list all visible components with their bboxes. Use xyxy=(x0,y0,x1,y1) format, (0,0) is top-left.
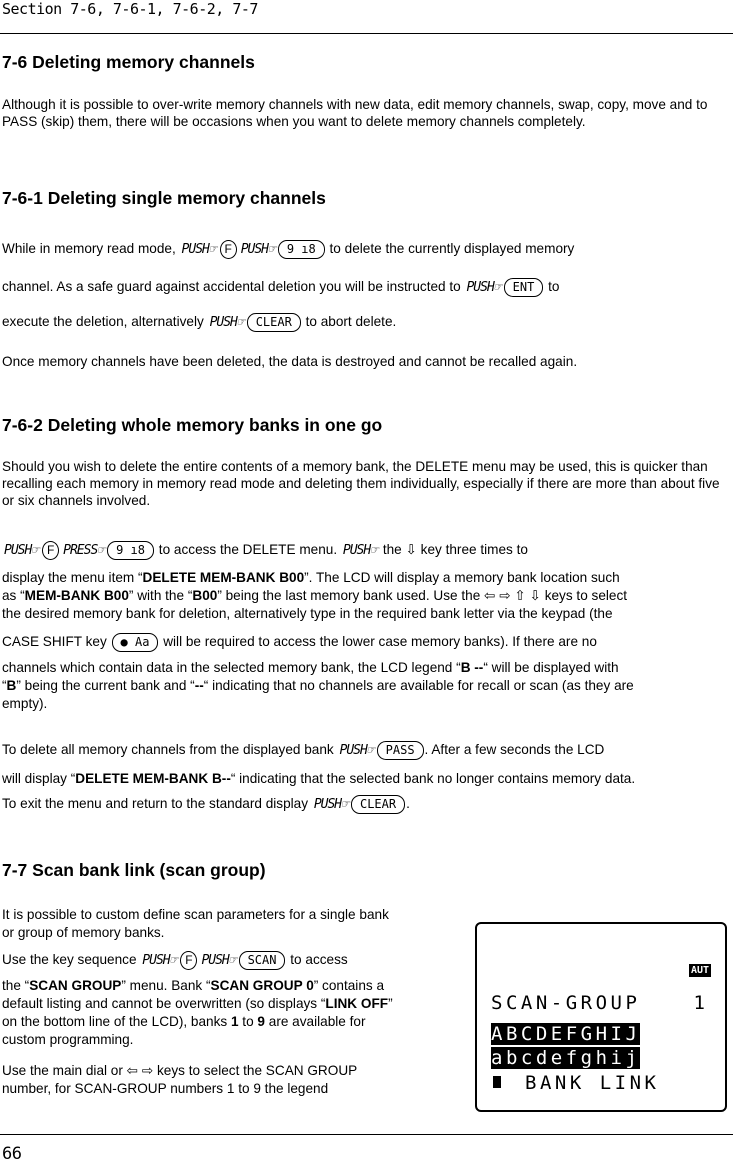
line-77-6: on the bottom line of the LCD), banks 1 to 9 are available for xyxy=(2,1014,366,1029)
heading-7-7: 7-7 Scan bank link (scan group) xyxy=(2,860,266,880)
f-key-icon: F xyxy=(220,240,237,259)
line-77-2: or group of memory banks. xyxy=(2,925,165,940)
key-9-icon: 9 ı8 xyxy=(278,240,325,259)
line-762-8: empty). xyxy=(2,696,48,711)
push-key-icon: PUSH☞ xyxy=(240,242,275,257)
heading-7-6-1: 7-6-1 Deleting single memory channels xyxy=(2,188,326,208)
line-762-m3: To exit the menu and return to the standard display PUSH☞ CLEAR . xyxy=(2,796,410,812)
line-77-1: It is possible to custom define scan parameters for a single bank xyxy=(2,907,389,922)
clear-key-icon: CLEAR xyxy=(351,795,405,814)
line-762-1: PUSH☞ F PRESS☞ 9 ı8 to access the DELETE menu. PUSH☞ the ⇩ key three times to xyxy=(4,542,528,558)
scan-key-icon: SCAN xyxy=(239,951,286,970)
push-key-icon: PUSH☞ xyxy=(4,543,39,558)
line-762-5: CASE SHIFT key ● Aa will be required to access the lower case memory banks). If there are no xyxy=(2,633,597,652)
heading-7-6-2: 7-6-2 Deleting whole memory banks in one go xyxy=(2,415,383,435)
para-761-2: Once memory channels have been deleted, the data is destroyed and cannot be recalled again. xyxy=(2,354,578,369)
lcd-cursor-block xyxy=(493,1076,501,1088)
push-key-icon: PUSH☞ xyxy=(313,797,348,812)
line-762-m1: To delete all memory channels from the displayed bank PUSH☞ PASS . After a few seconds the LCD xyxy=(2,742,605,758)
push-key-icon: PUSH☞ xyxy=(142,953,177,968)
lcd-bottom-line: BANK LINK xyxy=(525,1072,660,1094)
para-762-1: Should you wish to delete the entire contents of a memory bank, the DELETE menu may be used, this is quicker than recalling each memory in memory read mode and deleting them individually, especially if there are more than about five or six channels involved. xyxy=(2,459,720,508)
ent-key-icon: ENT xyxy=(504,278,544,297)
line-762-4: the desired memory bank for deletion, alternatively type in the required bank letter via the keypad (the xyxy=(2,606,613,621)
line-762-2: display the menu item “DELETE MEM-BANK B00”. The LCD will display a memory bank location such xyxy=(2,570,620,585)
key-9-icon: 9 ı8 xyxy=(107,541,154,560)
line-77-8: Use the main dial or ⇦ ⇨ keys to select the SCAN GROUP xyxy=(2,1063,358,1078)
header-rule xyxy=(0,33,733,34)
line-762-6: channels which contain data in the selected memory bank, the LCD legend “B --“ will be displayed with xyxy=(2,660,619,675)
aut-indicator: AUT xyxy=(690,965,709,976)
lcd-lower-banks: abcdefghij xyxy=(491,1047,641,1069)
lcd-upper-banks: ABCDEFGHIJ xyxy=(491,1023,641,1045)
line-761-3: execute the deletion, alternatively PUSH☞ CLEAR to abort delete. xyxy=(2,314,397,330)
f-key-icon: F xyxy=(42,541,59,560)
push-key-icon: PUSH☞ xyxy=(181,242,216,257)
lcd-display-illustration xyxy=(475,922,727,1112)
line-762-m2: will display “DELETE MEM-BANK B--“ indicating that the selected bank no longer contains memory data. xyxy=(2,771,636,786)
pass-key-icon: PASS xyxy=(377,741,424,760)
footer-rule xyxy=(0,1134,733,1135)
line-77-7: custom programming. xyxy=(2,1032,134,1047)
line-77-4: the “SCAN GROUP” menu. Bank “SCAN GROUP 0” contains a xyxy=(2,978,385,993)
case-shift-key-icon: ● Aa xyxy=(112,633,159,652)
para-7-6: Although it is possible to over-write memory channels with new data, edit memory channels, swap, copy, move and to PASS (skip) them, there will be occasions when you want to delete memory channels completely. xyxy=(2,97,708,129)
push-key-icon: PUSH☞ xyxy=(201,953,236,968)
push-key-icon: PUSH☞ xyxy=(339,743,374,758)
running-header: Section 7-6, 7-6-1, 7-6-2, 7-7 xyxy=(2,0,258,18)
clear-key-icon: CLEAR xyxy=(247,313,301,332)
line-761-1: While in memory read mode, PUSH☞ F PUSH☞ 9 ı8 to delete the currently displayed memory xyxy=(2,241,575,257)
line-77-5: default listing and cannot be overwritten (so displays “LINK OFF” xyxy=(2,996,393,1011)
push-key-icon: PUSH☞ xyxy=(209,315,244,330)
line-762-3: as “MEM-BANK B00” with the “B00” being the last memory bank used. Use the ⇦ ⇨ ⇧ ⇩ keys to select xyxy=(2,588,628,603)
f-key-icon: F xyxy=(180,951,197,970)
line-77-3: Use the key sequence PUSH☞ F PUSH☞ SCAN to access xyxy=(2,952,348,968)
line-762-7: “B” being the current bank and “--“ indicating that no channels are available for recall or scan (as they are xyxy=(2,678,634,693)
heading-7-6: 7-6 Deleting memory channels xyxy=(2,52,255,72)
push-key-icon: PUSH☞ xyxy=(342,543,378,558)
push-key-icon: PUSH☞ xyxy=(466,280,501,295)
line-761-2: channel. As a safe guard against accidental deletion you will be instructed to PUSH☞ ENT to xyxy=(2,279,560,295)
lcd-title: SCAN-GROUP xyxy=(491,992,641,1014)
lcd-group-number: 1 xyxy=(693,992,705,1014)
press-key-icon: PRESS☞ xyxy=(63,543,105,558)
page-number: 66 xyxy=(2,1144,22,1164)
line-77-9: number, for SCAN-GROUP numbers 1 to 9 the legend xyxy=(2,1081,329,1096)
